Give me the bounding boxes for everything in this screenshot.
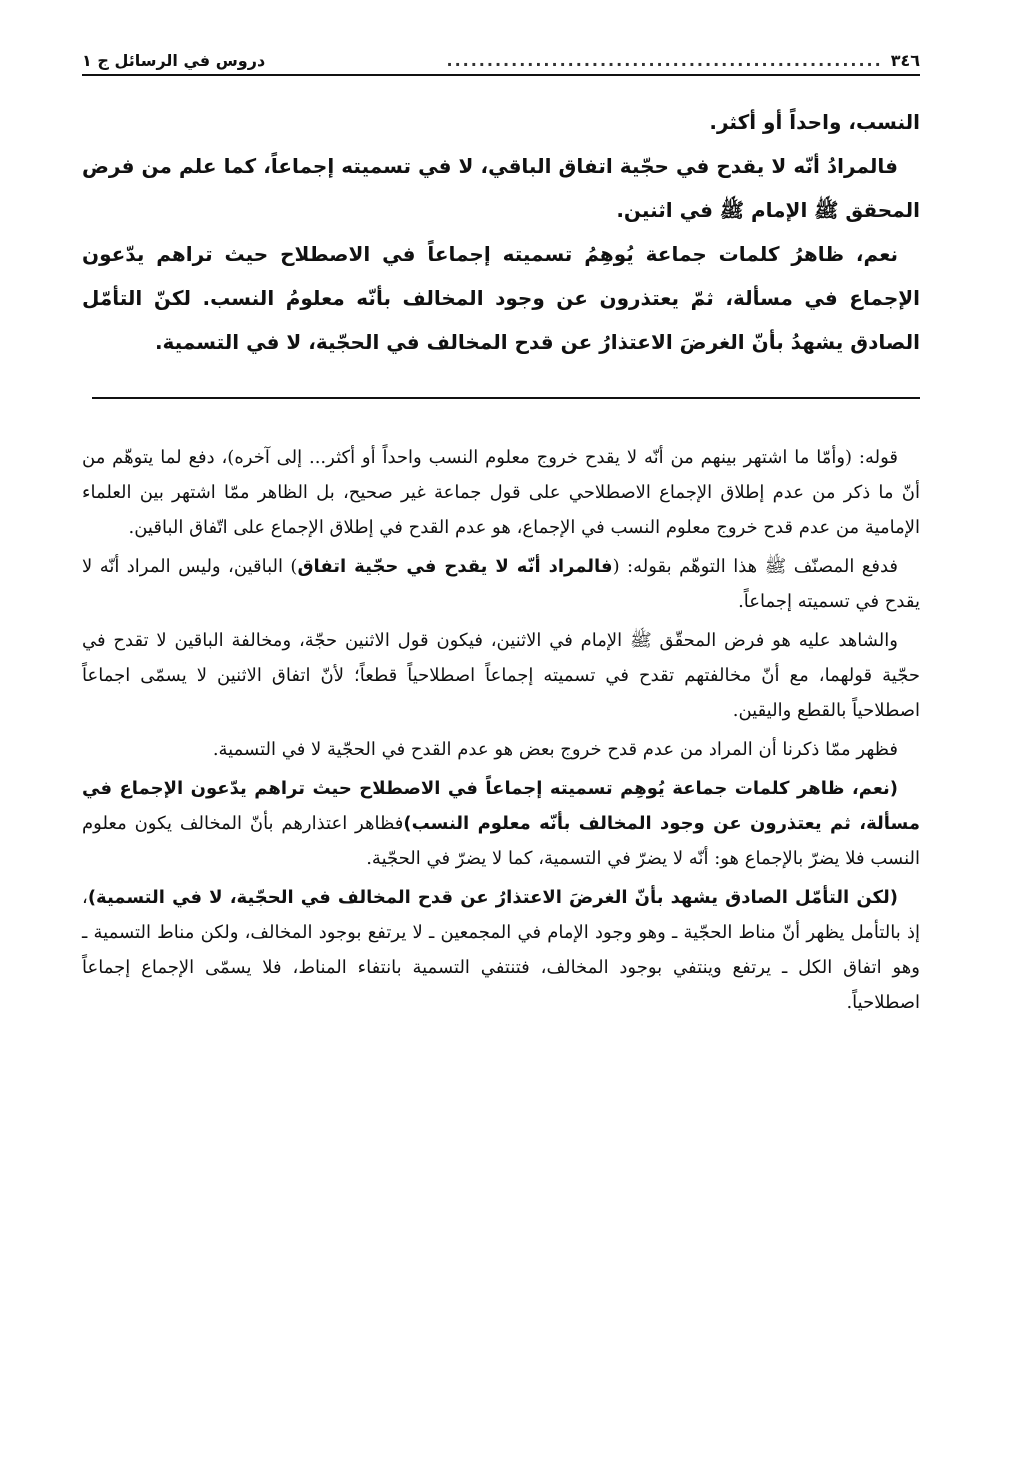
commentary-paragraph: فظهر ممّا ذكرنا أن المراد من عدم قدح خروج بعض هو عدم القدح في الحجّية لا في التسمية. [212,739,898,760]
main-text-paragraph: نعم، ظاهرُ كلمات جماعة يُوهِمُ تسميته إجماعاً في الاصطلاح حيث تراهم يدّعون الإجماع في مسألة، ثمّ يعتذرون عن وجود المخالف بأنّه معلومُ النسب. لكنّ التأمّل الصادق يشهدُ بأنّ الغرضَ الاعتذارُ عن قدح المخالف في الحجّية، لا في التسمية. [82,242,920,354]
main-text-paragraph: النسب، واحداً أو أكثر. [709,110,920,134]
book-title: دروس في الرسائل ج ١ [82,51,266,70]
commentary-text [82,440,920,1024]
commentary-paragraph [82,880,920,1020]
commentary-text-run: فظاهر اعتذارهم بأنّ المخالف يكون معلوم النسب فلا يضرّ بالإجماع هو: أنّه لا يضرّ في التسمية، كما لا يضرّ في الحجّية. [82,813,920,869]
quoted-text: فالمراد أنّه لا يقدح في حجّية اتفاق [297,556,613,577]
commentary-text-run: فدفع المصنّف ﷺ هذا التوهّم بقوله: ( [612,556,898,577]
header-leader-dots: ...................................................... [446,51,883,70]
commentary-paragraph: والشاهد عليه هو فرض المحقّق ﷺ الإمام في الاثنين، فيكون قول الاثنين حجّة، ومخالفة الباقين لا تقدح في حجّية قولهما، مع أنّ مخالفتهم تقدح في تسميته إجماعاً اصطلاحياً قطعاً؛ لأنّ اتفاق الاثنين لا يسمّى اجماعاً اصطلاحياً بالقطع واليقين. [82,630,920,721]
page-number: ٣٤٦ [890,51,920,70]
section-divider [92,397,920,399]
quoted-text: (لكن التأمّل الصادق يشهد بأنّ الغرضَ الاعتذارُ عن قدح المخالف في الحجّية، لا في التسمية) [87,887,898,908]
running-header [82,40,920,76]
commentary-text-run: ) الباقين، وليس المراد أنّه لا يقدح في تسميته إجماعاً. [82,556,920,612]
main-text [82,100,920,364]
commentary-paragraph [82,771,920,876]
quoted-text: (نعم، ظاهر كلمات جماعة يُوهِم تسميته إجماعاً في الاصطلاح حيث تراهم يدّعون الإجماع في مسألة، ثم يعتذرون عن وجود المخالف بأنّه معلوم النسب) [82,778,920,834]
commentary-text-run: ، إذ بالتأمل يظهر أنّ مناط الحجّية ـ وهو وجود الإمام في المجمعين ـ لا يرتفع بوجود المخالف، ولكن مناط التسمية ـ وهو اتفاق الكل ـ يرتفع وينتفي بوجود المخالف، فتنتفي التسمية بانتفاء المناط، فلا يسمّى الإجماع إجماعاً اصطلاحياً. [82,887,920,1013]
main-text-paragraph: فالمرادُ أنّه لا يقدح في حجّية اتفاق الباقي، لا في تسميته إجماعاً، كما علم من فرض المحقق ﷺ الإمام ﷺ في اثنين. [82,154,920,222]
commentary-paragraph [82,549,920,619]
commentary-paragraph: قوله: (وأمّا ما اشتهر بينهم من أنّه لا يقدح خروج معلوم النسب واحداً أو أكثر... إلى آخره)، دفع لما يتوهّم من أنّ ما ذكر من عدم إطلاق الإجماع الاصطلاحي على قول جماعة غير صحيح، بل الظاهر ممّا اشتهر بين العلماء الإمامية من عدم قدح خروج معلوم النسب في الإجماع، هو عدم القدح في إطلاق الإجماع على اتّفاق الباقين. [82,447,920,538]
